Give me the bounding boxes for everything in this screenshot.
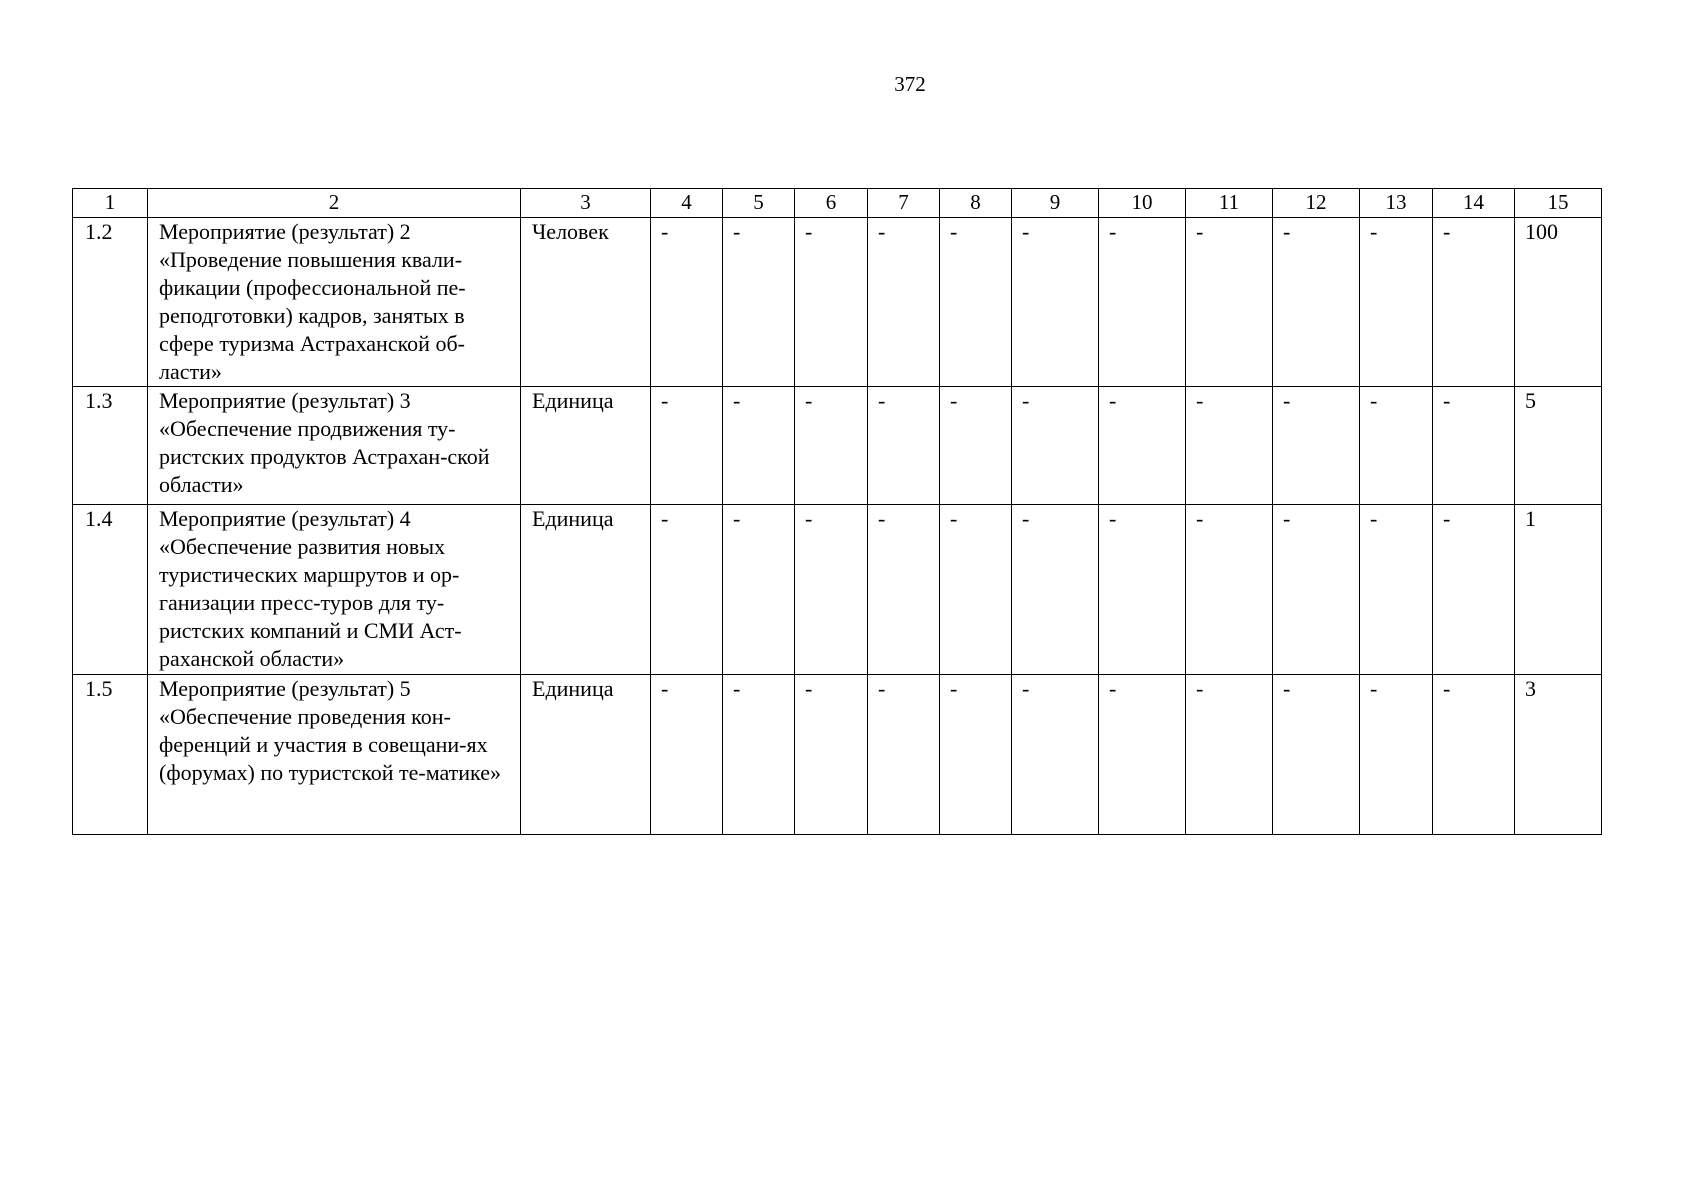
- column-header: 9: [1012, 189, 1099, 218]
- row-value: -: [940, 218, 1012, 387]
- row-number: 1.5: [73, 675, 148, 835]
- row-value: -: [940, 505, 1012, 675]
- row-value: -: [1360, 675, 1433, 835]
- row-value: -: [1273, 387, 1360, 505]
- column-header: 15: [1515, 189, 1602, 218]
- row-value: -: [1012, 387, 1099, 505]
- column-header: 3: [521, 189, 651, 218]
- row-value: -: [723, 675, 795, 835]
- column-header: 6: [795, 189, 868, 218]
- column-header: 13: [1360, 189, 1433, 218]
- row-value: 1: [1515, 505, 1602, 675]
- row-description: Мероприятие (результат) 3 «Обеспечение продвижения ту-ристских продуктов Астрахан-ской области»: [148, 387, 521, 505]
- row-value: -: [723, 505, 795, 675]
- row-value: -: [1360, 387, 1433, 505]
- row-value: -: [795, 505, 868, 675]
- column-header: 4: [651, 189, 723, 218]
- row-value: -: [1012, 218, 1099, 387]
- column-header: 12: [1273, 189, 1360, 218]
- column-header: 2: [148, 189, 521, 218]
- row-value: -: [795, 387, 868, 505]
- column-header: 8: [940, 189, 1012, 218]
- row-number: 1.3: [73, 387, 148, 505]
- column-header: 10: [1099, 189, 1186, 218]
- column-header: 7: [868, 189, 940, 218]
- row-value: -: [868, 675, 940, 835]
- row-value: -: [651, 218, 723, 387]
- row-value: -: [651, 387, 723, 505]
- row-value: -: [1186, 218, 1273, 387]
- row-value: -: [940, 387, 1012, 505]
- row-value: -: [1186, 505, 1273, 675]
- row-value: -: [1099, 218, 1186, 387]
- table-row: [73, 218, 1602, 387]
- row-value: -: [940, 675, 1012, 835]
- row-value: -: [1360, 505, 1433, 675]
- row-value: 100: [1515, 218, 1602, 387]
- row-unit: Единица: [521, 505, 651, 675]
- row-value: -: [1273, 505, 1360, 675]
- row-value: -: [1433, 675, 1515, 835]
- row-number: 1.4: [73, 505, 148, 675]
- column-header: 1: [73, 189, 148, 218]
- row-description: Мероприятие (результат) 4 «Обеспечение развития новых туристических маршрутов и ор-ганизации пресс-туров для ту-ристских компаний и СМИ Аст-раханской области»: [148, 505, 521, 675]
- row-value: -: [868, 505, 940, 675]
- row-value: -: [651, 505, 723, 675]
- row-value: 3: [1515, 675, 1602, 835]
- row-value: -: [1360, 218, 1433, 387]
- row-value: -: [1012, 675, 1099, 835]
- column-header: 14: [1433, 189, 1515, 218]
- row-value: -: [1433, 387, 1515, 505]
- row-number: 1.2: [73, 218, 148, 387]
- column-header: 5: [723, 189, 795, 218]
- row-value: -: [868, 218, 940, 387]
- row-value: -: [1186, 675, 1273, 835]
- table-row: [73, 675, 1602, 835]
- row-value: -: [1012, 505, 1099, 675]
- page-number: 372: [894, 72, 926, 96]
- table-header-row: [73, 189, 1602, 218]
- row-value: -: [795, 218, 868, 387]
- row-unit: Единица: [521, 675, 651, 835]
- row-value: -: [1273, 675, 1360, 835]
- table-row: [73, 387, 1602, 505]
- column-header: 11: [1186, 189, 1273, 218]
- row-value: 5: [1515, 387, 1602, 505]
- row-value: -: [723, 218, 795, 387]
- data-table: [72, 188, 1602, 835]
- row-unit: Единица: [521, 387, 651, 505]
- row-value: -: [1186, 387, 1273, 505]
- row-unit: Человек: [521, 218, 651, 387]
- row-description: Мероприятие (результат) 5 «Обеспечение проведения кон-ференций и участия в совещани-ях (форумах) по туристской те-матике»: [148, 675, 521, 835]
- row-value: -: [1433, 218, 1515, 387]
- table-row: [73, 505, 1602, 675]
- row-value: -: [1433, 505, 1515, 675]
- row-value: -: [651, 675, 723, 835]
- row-value: -: [868, 387, 940, 505]
- row-description: Мероприятие (результат) 2 «Проведение повышения квали-фикации (профессиональной пе-реподготовки) кадров, занятых в сфере туризма Астраханской об-ласти»: [148, 218, 521, 387]
- row-value: -: [723, 387, 795, 505]
- row-value: -: [795, 675, 868, 835]
- row-value: -: [1099, 505, 1186, 675]
- row-value: -: [1099, 387, 1186, 505]
- row-value: -: [1099, 675, 1186, 835]
- row-value: -: [1273, 218, 1360, 387]
